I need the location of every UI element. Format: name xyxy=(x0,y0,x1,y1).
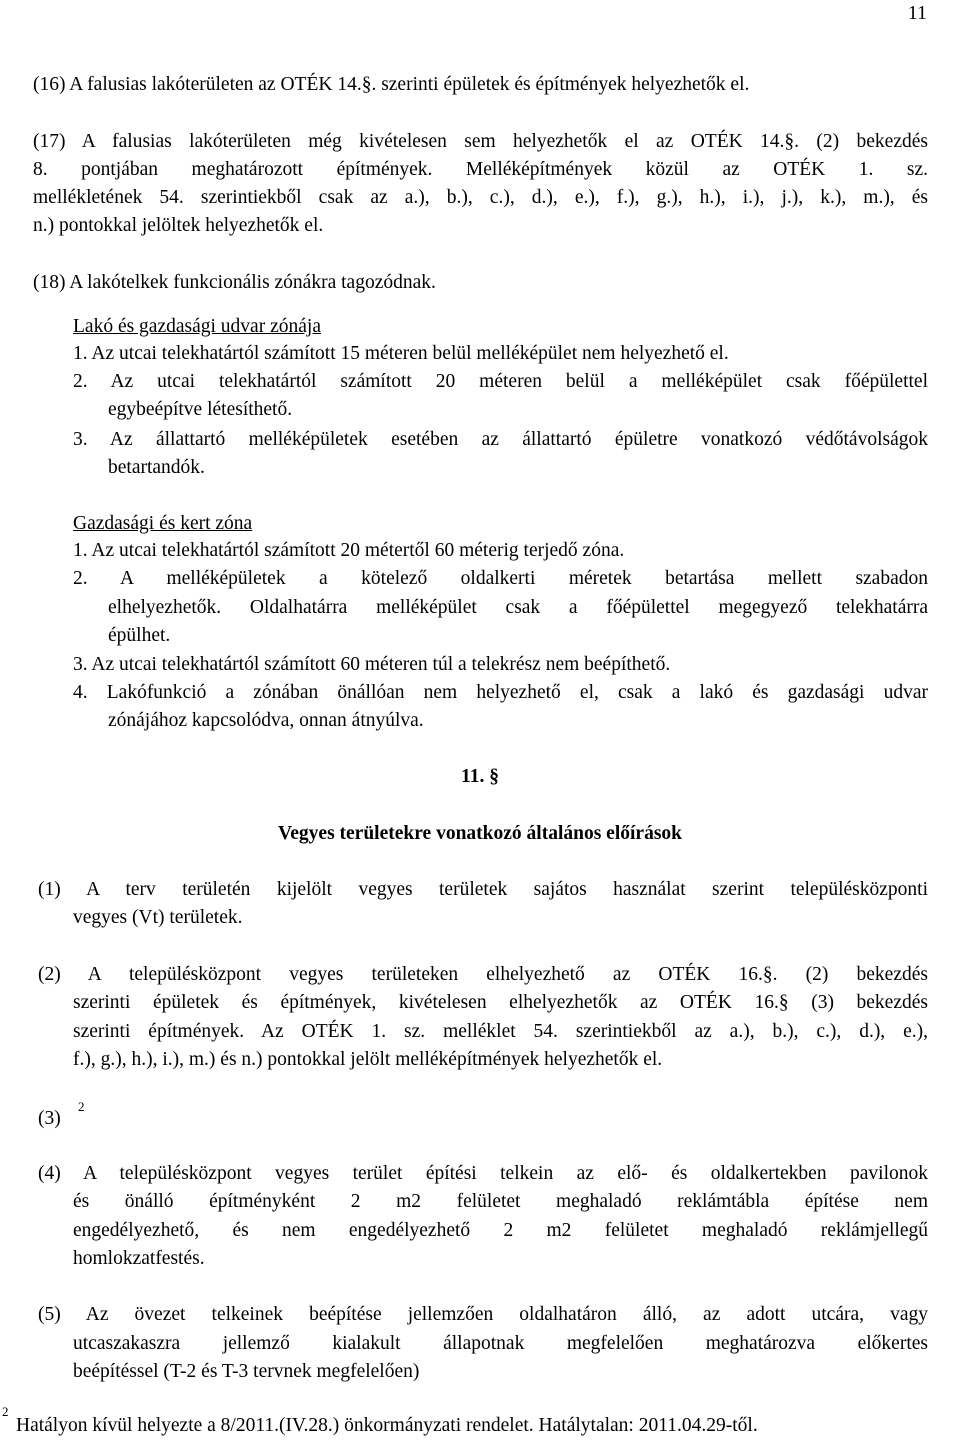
section-paragraph-2-line-1: (2) A településközpont vegyes területeken elhelyezhető az OTÉK 16.§. (2) bekezdés xyxy=(38,964,928,985)
section-paragraph-2-line-2: szerinti épületek és építmények, kivételesen elhelyezhetők az OTÉK 16.§ (3) bekezdés xyxy=(73,992,928,1013)
paragraph-17-line-4: n.) pontokkal jelöltek helyezhetők el. xyxy=(33,215,324,236)
zone2-title: Gazdasági és kert zóna xyxy=(73,513,253,534)
paragraph-17-line-3: mellékletének 54. szerintiekből csak az a.), b.), c.), d.), e.), f.), g.), h.), i.), j.), k.), m.), és xyxy=(33,187,928,208)
section-paragraph-4-line-1: (4) A településközpont vegyes terület építési telkein az elő- és oldalkertekben pavilonok xyxy=(38,1163,928,1184)
zone2-item-4-line-2: zónájához kapcsolódva, onnan átnyúlva. xyxy=(108,710,424,731)
section-paragraph-4-line-3: engedélyezhető, és nem engedélyezhető 2 m2 felületet meghaladó reklámjellegű xyxy=(73,1220,928,1241)
section-paragraph-2-line-4: f.), g.), h.), i.), m.) és n.) pontokkal jelölt melléképítmények helyezhetők el. xyxy=(73,1049,663,1070)
paragraph-17-line-2: 8. pontjában meghatározott építmények. Melléképítmények közül az OTÉK 1. sz. xyxy=(33,159,928,180)
section-paragraph-4-line-2: és önálló építményként 2 m2 felületet meghaladó reklámtábla építése nem xyxy=(73,1191,928,1212)
section-paragraph-3-label: (3) xyxy=(38,1108,61,1129)
paragraph-17-line-1: (17) A falusias lakóterületen még kivételesen sem helyezhetők el az OTÉK 14.§. (2) bekezdés xyxy=(33,131,928,152)
zone2-item-2-line-3: épülhet. xyxy=(108,625,171,646)
zone2-item-3: 3. Az utcai telekhatártól számított 60 méteren túl a telekrész nem beépíthető. xyxy=(73,654,671,675)
footnote-reference: 2 xyxy=(78,1099,85,1114)
zone1-title: Lakó és gazdasági udvar zónája xyxy=(73,316,321,337)
paragraph-18: (18) A lakótelkek funkcionális zónákra tagozódnak. xyxy=(33,272,436,293)
zone1-item-3-line-1: 3. Az állattartó melléképületek esetében az állattartó épületre vonatkozó védőtávolságok xyxy=(73,429,928,450)
section-paragraph-1-line-2: vegyes (Vt) területek. xyxy=(73,907,243,928)
section-paragraph-4-line-4: homlokzatfestés. xyxy=(73,1248,205,1269)
section-paragraph-5-line-1: (5) Az övezet telkeinek beépítése jellemzően oldalhatáron álló, az adott utcára, vagy xyxy=(38,1304,928,1325)
zone1-item-2-line-1: 2. Az utcai telekhatártól számított 20 méteren belül a melléképület csak főépülettel xyxy=(73,371,928,392)
zone2-item-4-line-1: 4. Lakófunkció a zónában önállóan nem helyezhető el, csak a lakó és gazdasági udvar xyxy=(73,682,928,703)
section-paragraph-5-line-3: beépítéssel (T-2 és T-3 tervnek megfelelően) xyxy=(73,1361,420,1382)
zone1-item-1: 1. Az utcai telekhatártól számított 15 méteren belül melléképület nem helyezhető el. xyxy=(73,343,729,364)
paragraph-16: (16) A falusias lakóterületen az OTÉK 14.§. szerinti épületek és építmények helyezhetők el. xyxy=(33,74,750,95)
zone1-item-3-line-2: betartandók. xyxy=(108,457,205,478)
page-number: 11 xyxy=(907,2,927,24)
footnote-number: 2 xyxy=(2,1404,9,1419)
section-paragraph-1-line-1: (1) A terv területén kijelölt vegyes területek sajátos használat szerint településközponti xyxy=(38,879,928,900)
zone1-item-2-line-2: egybeépítve létesíthető. xyxy=(108,399,293,420)
section-paragraph-2-line-3: szerinti építmények. Az OTÉK 1. sz. melléklet 54. szerintiekből az a.), b.), c.), d.), e.), xyxy=(73,1021,928,1042)
zone2-item-2-line-1: 2. A melléképületek a kötelező oldalkerti méretek betartása mellett szabadon xyxy=(73,568,928,589)
section-title: Vegyes területekre vonatkozó általános előírások xyxy=(277,823,683,844)
zone2-item-2-line-2: elhelyezhetők. Oldalhatárra melléképület csak a főépülettel megegyező telekhatárra xyxy=(108,597,928,618)
section-paragraph-5-line-2: utcaszakaszra jellemző kialakult állapotnak megfelelően meghatározva előkertes xyxy=(73,1333,928,1354)
section-number: 11. § xyxy=(461,766,499,787)
footnote-text: Hatályon kívül helyezte a 8/2011.(IV.28.) önkormányzati rendelet. Hatálytalan: 2011.04.29-től. xyxy=(16,1415,758,1436)
zone2-item-1: 1. Az utcai telekhatártól számított 20 métertől 60 méterig terjedő zóna. xyxy=(73,540,625,561)
